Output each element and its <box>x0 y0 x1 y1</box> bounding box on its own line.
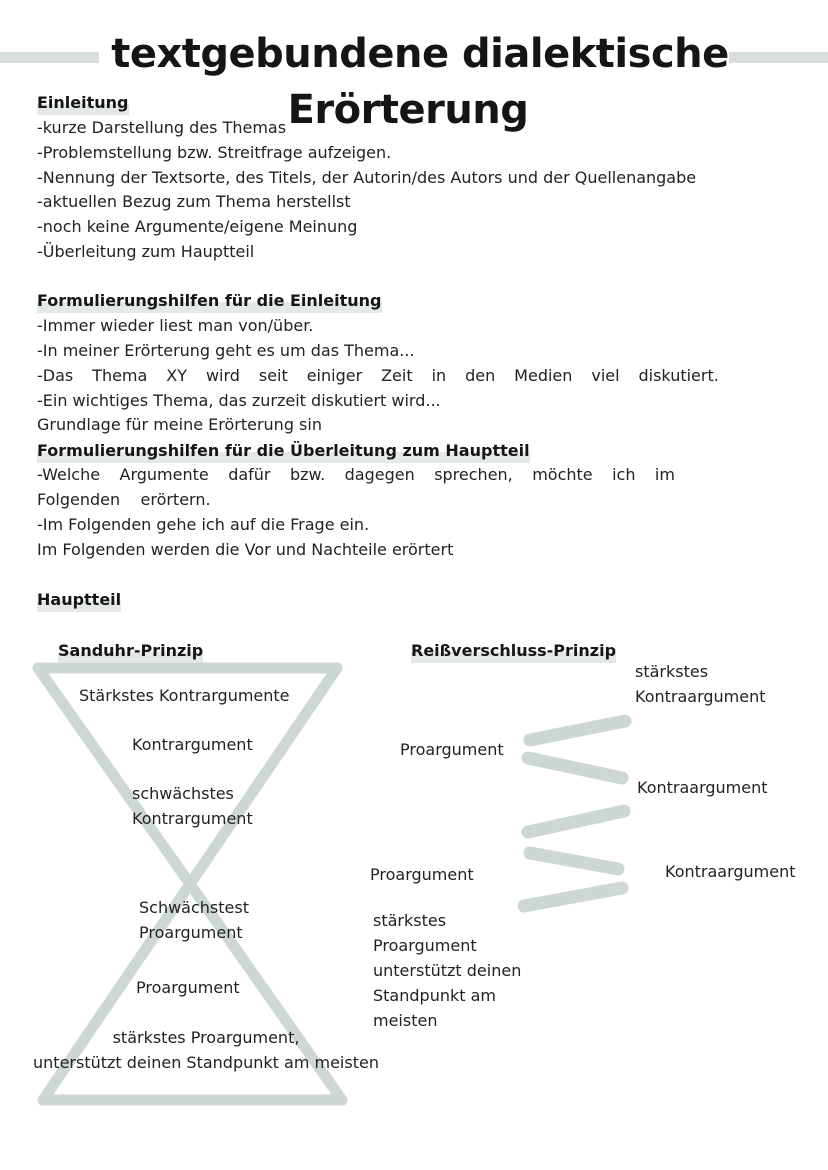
ueberleitung-line: Folgenden erörtern. <box>37 490 211 509</box>
heading-reissverschluss: Reißverschluss-Prinzip <box>411 639 616 663</box>
page-title: textgebundene dialektische Erörterung <box>0 26 828 138</box>
sanduhr-weakest-pro: Schwächstest Proargument <box>139 898 249 942</box>
heading-einleitung: Einleitung <box>37 91 129 115</box>
reissverschluss-contra-2: Kontraargument <box>665 862 796 881</box>
reissverschluss-pro-2: Proargument <box>370 865 474 884</box>
heading-formulierung-ueberleitung: Formulierungshilfen für die Überleitung zum Hauptteil <box>37 439 530 463</box>
reissverschluss-pro-1: Proargument <box>400 740 504 759</box>
ueberleitung-line: Im Folgenden werden die Vor und Nachteile erörtert <box>37 540 454 559</box>
reissverschluss-contra-1: Kontraargument <box>637 778 768 797</box>
formulierung-line: Grundlage für meine Erörterung sin <box>37 415 322 434</box>
einleitung-item: -Problemstellung bzw. Streitfrage aufzeigen. <box>37 143 392 162</box>
sanduhr-contra: Kontrargument <box>132 735 253 754</box>
zipper-stroke <box>524 888 622 906</box>
einleitung-item: -noch keine Argumente/eigene Meinung <box>37 217 358 236</box>
ueberleitung-line-justified: -Welche Argumente dafür bzw. dagegen sprechen, möchte ich im <box>37 465 675 484</box>
heading-hauptteil: Hauptteil <box>37 588 121 612</box>
zipper-shape <box>524 721 625 906</box>
einleitung-item: -Überleitung zum Hauptteil <box>37 242 255 261</box>
heading-formulierung-einleitung: Formulierungshilfen für die Einleitung <box>37 289 382 313</box>
zipper-stroke <box>528 758 622 778</box>
heading-sanduhr: Sanduhr-Prinzip <box>58 639 203 663</box>
sanduhr-pro: Proargument <box>136 978 240 997</box>
reissverschluss-strongest-pro: stärkstes Proargument unterstützt deinen Standpunkt am meisten <box>373 911 522 1030</box>
formulierung-line-justified: -Das Thema XY wird seit einiger Zeit in den Medien viel diskutiert. <box>37 366 719 385</box>
reissverschluss-strongest-contra: stärkstes Kontraargument <box>635 662 766 706</box>
sanduhr-strongest-contra: Stärkstes Kontrargumente <box>79 686 290 705</box>
sanduhr-weakest-contra: schwächstes Kontrargument <box>132 784 253 828</box>
einleitung-item: -kurze Darstellung des Themas <box>37 118 287 137</box>
formulierung-line: -Ein wichtiges Thema, das zurzeit diskutiert wird... <box>37 391 441 410</box>
sanduhr-strongest-pro: stärkstes Proargument, unterstützt deinen Standpunkt am meisten <box>33 1028 379 1072</box>
einleitung-item: -aktuellen Bezug zum Thema herstellst <box>37 192 351 211</box>
ueberleitung-line: -Im Folgenden gehe ich auf die Frage ein. <box>37 515 370 534</box>
formulierung-line: -Immer wieder liest man von/über. <box>37 316 314 335</box>
zipper-stroke <box>528 811 624 832</box>
einleitung-item: -Nennung der Textsorte, des Titels, der Autorin/des Autors und der Quellenangabe <box>37 168 697 187</box>
zipper-stroke <box>530 853 618 869</box>
formulierung-line: -In meiner Erörterung geht es um das Thema... <box>37 341 415 360</box>
zipper-stroke <box>530 721 625 740</box>
